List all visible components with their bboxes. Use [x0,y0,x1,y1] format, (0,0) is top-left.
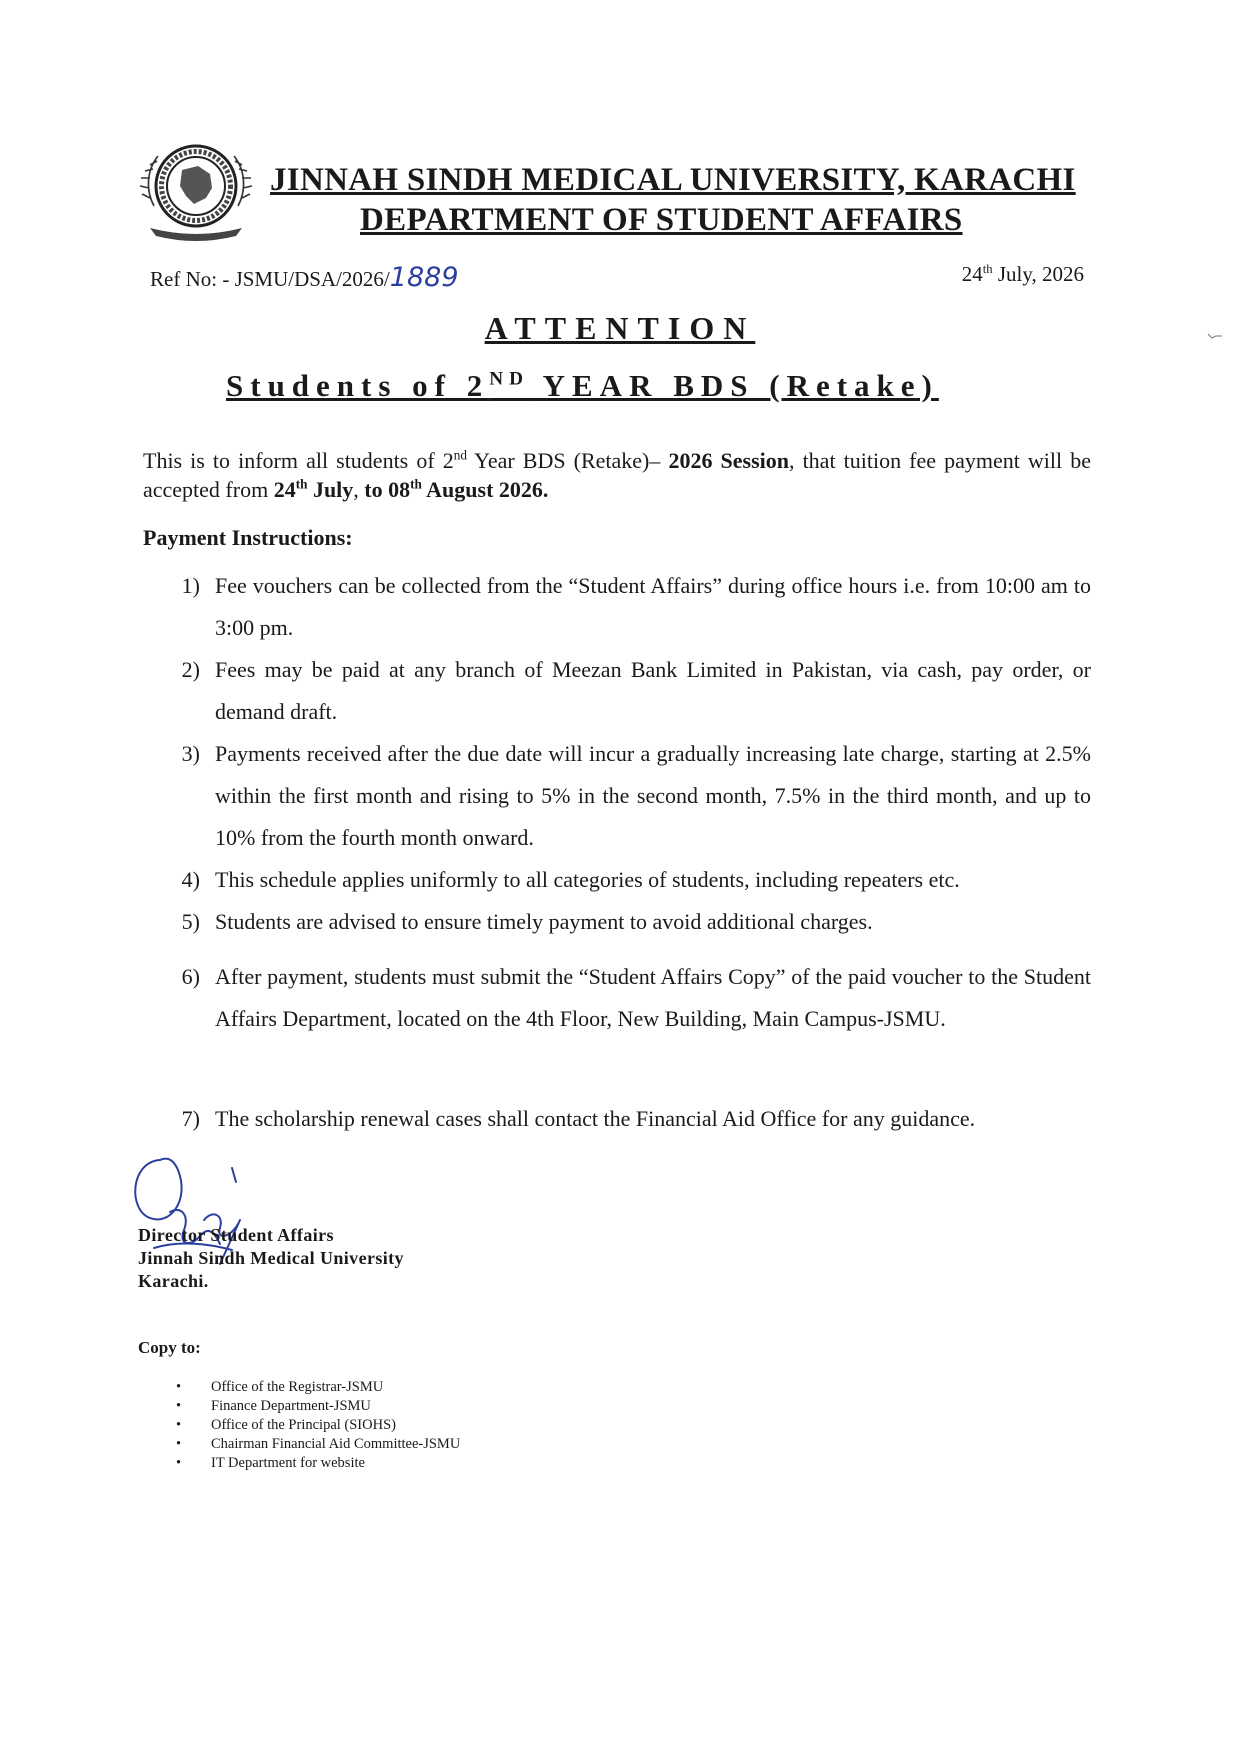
bullet-icon: • [176,1417,182,1433]
copy-to-text: Office of the Registrar-JSMU [211,1379,384,1395]
intro-session: 2026 Session [668,448,789,473]
bullet-icon: • [176,1436,182,1452]
instruction-text: This schedule applies uniformly to all categories of students, including repeaters etc. [215,867,960,892]
intro-text-3: , that tuition fee payment will be accepted from [143,448,1091,502]
instruction-text: After payment, students must submit the “Student Affairs Copy” of the paid voucher to the Student Affairs Department, located on the 4th Floor, New Building, Main Campus-JSMU. [215,964,1091,1031]
instruction-item-4 [168,859,1091,901]
instruction-item-5 [168,901,1091,943]
instruction-text: Fee vouchers can be collected from the “Student Affairs” during office hours i.e. from 10:00 am to 3:00 pm. [215,573,1091,640]
intro-start-date [274,477,354,502]
audience-sup: ND [489,368,530,390]
university-name: JINNAH SINDH MEDICAL UNIVERSITY, KARACHI [270,162,1076,198]
end-suffix: th [410,476,422,492]
bullet-icon: • [176,1455,182,1471]
date-rest: July, 2026 [992,262,1084,286]
copy-to-item [176,1416,460,1435]
bullet-icon: • [176,1398,182,1414]
instruction-text: The scholarship renewal cases shall contact the Financial Aid Office for any guidance. [215,1106,976,1131]
audience-post: YEAR BDS (Retake) [529,368,939,403]
copy-to-text: Finance Department-JSMU [211,1398,371,1414]
intro-sup-1: nd [453,447,467,463]
copy-to-item [176,1378,460,1397]
instruction-item-3 [168,733,1091,859]
copy-to-text: IT Department for website [211,1455,365,1471]
instruction-item-2 [168,649,1091,733]
reference-number [150,262,459,293]
bullet-icon: • [176,1379,182,1395]
intro-text-1: This is to inform all students of 2 [143,448,454,473]
signatory-city: Karachi. [138,1271,209,1291]
handwritten-reference-number: 1889 [389,262,459,293]
copy-to-text: Chairman Financial Aid Committee-JSMU [211,1436,461,1452]
payment-instructions-heading: Payment Instructions: [143,525,353,550]
instruction-text: Payments received after the due date will incur a gradually increasing late charge, starting at 2.5% within the first month and rising to 5% in the second month, 7.5% in the third month, and up to 10% from the fourth month onward. [215,741,1091,850]
instruction-item-7 [168,1098,1091,1140]
start-day: 24 [273,477,296,502]
instruction-number: 7) [181,1106,200,1131]
instruction-item-1 [168,565,1091,649]
copy-to-item [176,1397,460,1416]
notice-date [962,262,1084,287]
instruction-text: Students are advised to ensure timely payment to avoid additional charges. [215,909,873,934]
intro-text-4: , [353,477,365,502]
instruction-item-6 [168,956,1091,1040]
reference-label: Ref No: - JSMU/DSA/2026/ [150,267,390,291]
copy-to-list [176,1378,460,1473]
attention-text: ATTENTION [484,310,756,346]
instruction-text: Fees may be paid at any branch of Meezan Bank Limited in Pakistan, via cash, pay order, or demand draft. [215,657,1091,724]
signatory-title: Director Student Affairs [138,1225,334,1245]
intro-paragraph [143,446,1091,504]
date-day: 24 [961,262,983,286]
date-suffix: th [982,262,993,276]
audience-pre: Students of 2 [226,368,490,403]
audience-heading [226,368,1026,404]
copy-to-text: Office of the Principal (SIOHS) [211,1417,396,1433]
intro-end-date [364,477,548,502]
university-seal-logo [136,136,256,248]
copy-to-item [176,1454,460,1473]
instruction-number: 6) [181,964,200,989]
instruction-number: 1) [181,573,200,598]
department-name: DEPARTMENT OF STUDENT AFFAIRS [360,202,963,238]
instruction-number: 5) [181,909,200,934]
instruction-number: 2) [181,657,200,682]
start-month: July [307,477,354,502]
start-suffix: th [295,476,308,492]
signatory-block [138,1224,404,1293]
intro-text-2: Year BDS (Retake)– [466,448,669,473]
attention-heading [0,310,1240,347]
instruction-number: 4) [181,867,200,892]
end-month: August 2026. [421,477,549,502]
copy-to-item [176,1435,460,1454]
copy-to-heading: Copy to: [138,1338,201,1357]
signatory-institution: Jinnah Sindh Medical University [138,1248,404,1268]
end-day: to 08 [364,477,411,502]
instruction-number: 3) [181,741,200,766]
